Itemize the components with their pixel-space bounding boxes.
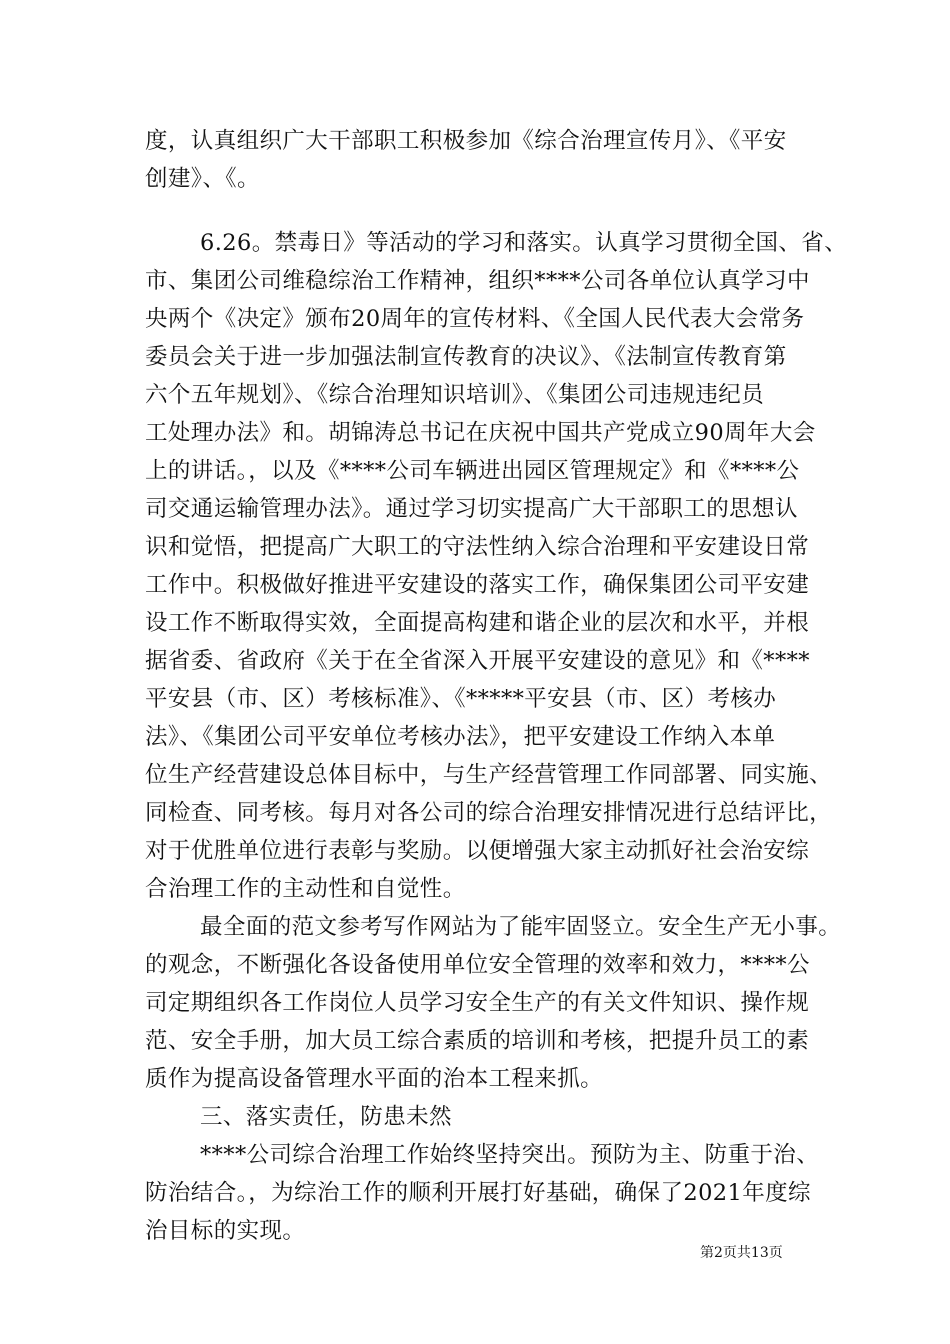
- text-line: 最全面的范文参考写作网站为了能牢固竖立。安全生产无小事。: [200, 914, 842, 940]
- text-line: 对于优胜单位进行表彰与奖励。以便增强大家主动抓好社会治安综: [145, 838, 810, 864]
- text-line: 度，认真组织广大干部职工积极参加《综合治理宣传月》、《平安: [145, 128, 787, 154]
- text-line: 委员会关于进一步加强法制宣传教育的决议》、《法制宣传教育第: [145, 344, 787, 370]
- text-line: 市、集团公司维稳综治工作精神，组织****公司各单位认真学习中: [145, 268, 810, 294]
- text-line: 防治结合。，为综治工作的顺利开展打好基础，确保了2021年度综: [145, 1180, 811, 1206]
- text-line: 识和觉悟，把提高广大职工的守法性纳入综合治理和平安建设日常: [145, 534, 810, 560]
- text-line: 平安县（市、区）考核标准》、《*****平安县（市、区）考核办: [145, 686, 777, 712]
- page-number-footer: 第2页共13页: [700, 1245, 783, 1261]
- text-line: 央两个《决定》颁布20周年的宣传材料、《全国人民代表大会常务: [145, 306, 805, 332]
- text-line: 位生产经营建设总体目标中，与生产经营管理工作同部署、同实施、: [145, 762, 833, 788]
- text-line: 的观念，不断强化各设备使用单位安全管理的效率和效力，****公: [145, 952, 810, 978]
- text-line: 6.26。禁毒日》等活动的学习和落实。认真学习贯彻全国、省、: [200, 230, 848, 256]
- text-line: 范、安全手册，加大员工综合素质的培训和考核，把提升员工的素: [145, 1028, 810, 1054]
- text-line: ****公司综合治理工作始终坚持突出。预防为主、防重于治、: [200, 1142, 820, 1168]
- text-line: 质作为提高设备管理水平面的治本工程来抓。: [145, 1066, 604, 1092]
- text-line: 设工作不断取得实效，全面提高构建和谐企业的层次和水平，并根: [145, 610, 810, 636]
- text-line: 合治理工作的主动性和自觉性。: [145, 876, 466, 902]
- text-line: 创建》、《。: [145, 166, 260, 192]
- text-line: 工处理办法》和。胡锦涛总书记在庆祝中国共产党成立90周年大会: [145, 420, 816, 446]
- text-line: 同检查、同考核。每月对各公司的综合治理安排情况进行总结评比，: [145, 800, 833, 826]
- text-line: 三、落实责任，防患未然: [200, 1104, 452, 1130]
- text-line: 司定期组织各工作岗位人员学习安全生产的有关文件知识、操作规: [145, 990, 810, 1016]
- text-line: 工作中。积极做好推进平安建设的落实工作，确保集团公司平安建: [145, 572, 810, 598]
- text-line: 司交通运输管理办法》。通过学习切实提高广大干部职工的思想认: [145, 496, 798, 522]
- text-line: 治目标的实现。: [145, 1218, 306, 1244]
- text-line: 据省委、省政府《关于在全省深入开展平安建设的意见》和《****: [145, 648, 810, 674]
- text-line: 六个五年规划》、《综合治理知识培训》、《集团公司违规违纪员: [145, 382, 765, 408]
- text-line: 法》、《集团公司平安单位考核办法》，把平安建设工作纳入本单: [145, 724, 776, 750]
- text-line: 上的讲话。，以及《****公司车辆进出园区管理规定》和《****公: [145, 458, 800, 484]
